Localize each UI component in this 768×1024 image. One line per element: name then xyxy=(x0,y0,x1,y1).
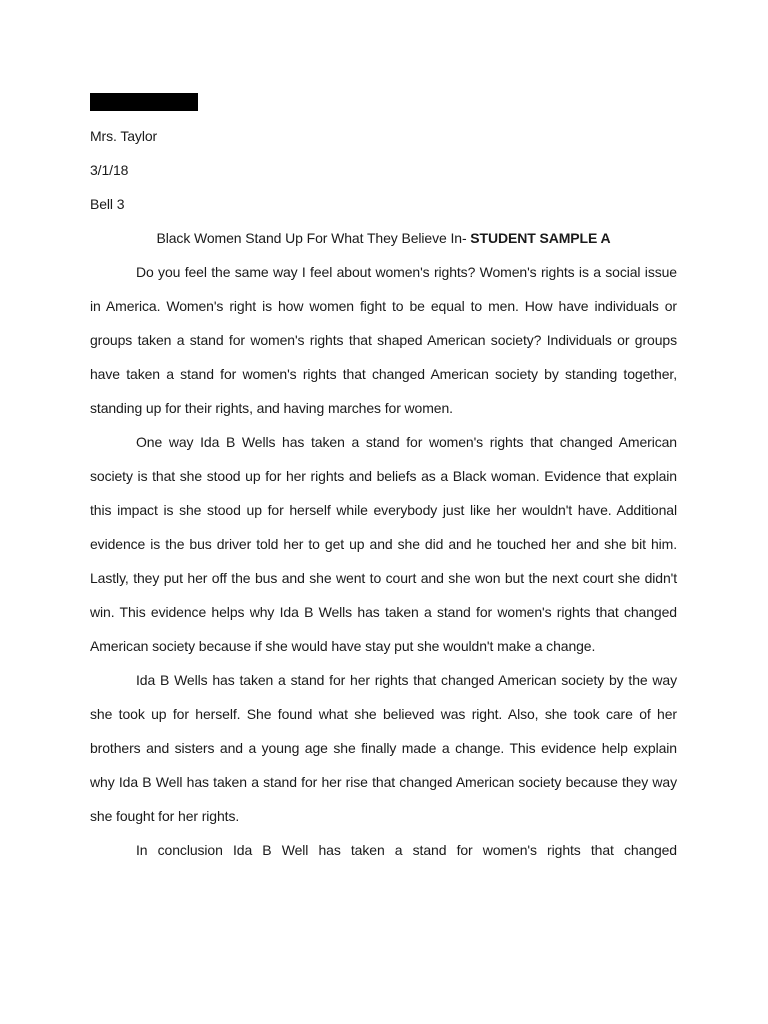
essay-title xyxy=(90,221,677,255)
essay-title-emphasis: STUDENT SAMPLE A xyxy=(470,230,611,246)
paragraph-body-2: Ida B Wells has taken a stand for her rights that changed American society by the way she took up for herself. She found what she believed was right. Also, she took care of her brothers and sisters and a young age she finally made a change. This evidence help explain why Ida B Well has taken a stand for her rise that changed American society because they way she fought for her rights. xyxy=(90,672,677,824)
redacted-name-block xyxy=(90,93,198,111)
document-page xyxy=(90,93,677,867)
class-period: Bell 3 xyxy=(90,196,125,212)
date: 3/1/18 xyxy=(90,162,129,178)
paragraph-conclusion: In conclusion Ida B Well has taken a stand for women's rights that changed xyxy=(136,842,677,858)
paragraph-intro: Do you feel the same way I feel about women's rights? Women's rights is a social issue in America. Women's right is how women fight to be equal to men. How have individuals or groups taken a stand for women's rights that shaped American society? Individuals or groups have taken a stand for women's rights that changed American society by standing together, standing up for their rights, and having marches for women. xyxy=(90,264,677,416)
teacher-name: Mrs. Taylor xyxy=(90,128,158,144)
essay-title-text: Black Women Stand Up For What They Believe In- xyxy=(156,230,471,246)
paragraph-body-1: One way Ida B Wells has taken a stand for women's rights that changed American society is that she stood up for her rights and beliefs as a Black woman. Evidence that explain this impact is she stood up for herself while everybody just like her wouldn't have. Additional evidence is the bus driver told her to get up and she did and he touched her and she bit him. Lastly, they put her off the bus and she went to court and she won but the next court she didn't win. This evidence helps why Ida B Wells has taken a stand for women's rights that changed American society because if she would have stay put she wouldn't make a change. xyxy=(90,434,677,654)
